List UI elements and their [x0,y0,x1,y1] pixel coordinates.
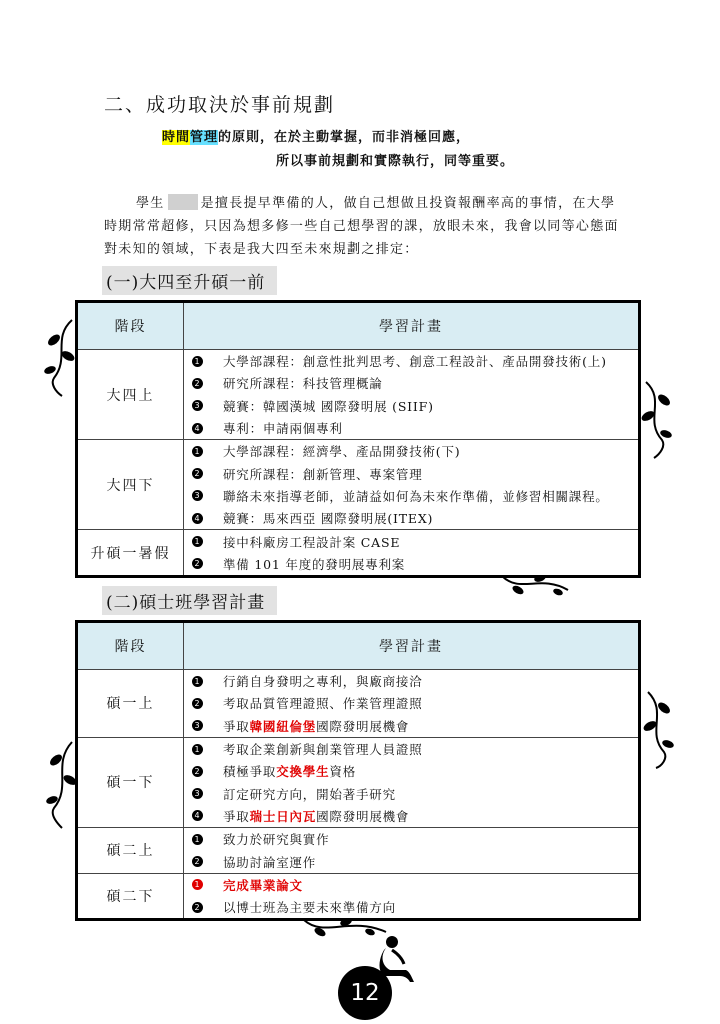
item-text: 研究所課程：科技管理概論 [223,376,383,392]
list-item [184,417,638,439]
item-text-post: 國際發明展機會 [316,808,410,824]
section1-title: (一)大四至升碩一前 [102,266,277,295]
quote-line-1 [162,126,470,145]
list-item [184,850,638,872]
highlight-text: 交換學生 [276,764,330,780]
section2-title: (二)碩士班學習計畫 [102,586,277,615]
list-item [184,782,638,804]
number-bullet-icon: 1 [192,676,203,687]
number-bullet-icon: 2 [192,468,203,479]
list-item [184,372,638,394]
stage-cell: 碩一下 [77,737,184,827]
item-text-post: 資格 [329,764,357,780]
number-bullet-icon: 2 [192,766,203,777]
list-item [184,395,638,417]
items-cell [184,737,640,827]
quote-line-1-rest: 的原則，在於主動掌握，而非消極回應， [218,130,471,145]
stage-cell: 碩二上 [77,828,184,874]
list-item [184,738,638,760]
page-number: 12 [338,966,392,1020]
header-stage: 階段 [77,622,184,670]
item-text: 大學部課程：創意性批判思考、創意工程設計、產品開發技術(上) [223,354,607,370]
item-text: 以博士班為主要未來準備方向 [223,900,396,916]
table-row [77,737,640,827]
number-bullet-icon: 1 [192,356,203,367]
item-text: 聯絡未來指導老師，並請益如何為未來作準備，並修習相關課程。 [223,488,609,504]
number-bullet-icon: 2 [192,558,203,569]
highlight-time: 時間 [162,130,191,145]
items-cell [184,530,640,577]
item-text: 研究所課程：創新管理、專案管理 [223,466,423,482]
item-text: 訂定研究方向，開始著手研究 [223,786,396,802]
number-bullet-icon: 1 [192,446,203,457]
number-bullet-icon: 2 [192,856,203,867]
table-row [77,440,640,530]
items-cell [184,670,640,738]
number-bullet-icon: 1 [192,744,203,755]
section-heading: 二、成功取決於事前規劃 [104,94,336,116]
number-bullet-icon: 3 [192,490,203,501]
list-item [184,760,638,782]
item-text: 行銷自身發明之專利，與廠商接洽 [223,674,423,690]
list-item [184,507,638,529]
table-row [77,670,640,738]
stage-cell: 大四上 [77,350,184,440]
stage-cell: 碩二下 [77,873,184,920]
items-cell [184,828,640,874]
list-item [184,896,638,918]
number-bullet-icon: 2 [192,378,203,389]
plan-table-1 [75,300,641,578]
list-item [184,485,638,507]
list-item [184,553,638,575]
number-bullet-icon: 2 [192,902,203,913]
highlight-text: 完成畢業論文 [223,877,303,893]
item-text: 接中科廠房工程設計案 CASE [223,534,401,550]
number-bullet-icon: 2 [192,698,203,709]
items-cell [184,440,640,530]
number-bullet-icon: 1 [192,879,203,890]
item-text: 考取企業創新與創業管理人員證照 [223,742,423,758]
item-text-post: 國際發明展機會 [316,718,410,734]
list-item [184,692,638,714]
list-item [184,530,638,552]
list-item [184,805,638,827]
header-plan: 學習計畫 [184,302,640,350]
redacted-name [168,194,198,210]
number-bullet-icon: 1 [192,536,203,547]
paragraph-rest: 是擅長提早準備的人，做自己想做且投資報酬率高的事情，在大學時期常常超修，只因為想多修一些自己想學習的課，放眼未來，我會以同等心態面對未知的領域，下表是我大四至未來規劃之排定： [104,196,619,257]
item-text: 考取品質管理證照、作業管理證照 [223,696,423,712]
item-text: 大學部課程：經濟學、產品開發技術(下) [223,444,461,460]
item-text: 協助討論室運作 [223,854,317,870]
list-item [184,715,638,737]
list-item [184,828,638,850]
highlight-text: 韓國紐倫堡 [249,718,317,734]
intro-paragraph [104,192,624,261]
table-row [77,350,640,440]
list-item [184,462,638,484]
stage-cell: 碩一上 [77,670,184,738]
item-text: 爭取 [223,718,250,734]
item-text: 競賽：韓國漢城 國際發明展 (SIIF) [223,398,434,414]
item-text: 準備 101 年度的發明展專利案 [223,556,406,572]
list-item [184,350,638,372]
number-bullet-icon: 3 [192,400,203,411]
item-text: 爭取 [223,808,250,824]
vine-ornament-icon [640,690,676,770]
item-text: 致力於研究與實作 [223,832,330,848]
highlight-text: 瑞士日內瓦 [249,808,317,824]
number-bullet-icon: 3 [192,720,203,731]
stage-cell: 升碩一暑假 [77,530,184,577]
item-text: 積極爭取 [223,764,277,780]
table-row [77,530,640,577]
table-row [77,873,640,920]
items-cell [184,350,640,440]
header-stage: 階段 [77,302,184,350]
number-bullet-icon: 1 [192,834,203,845]
header-plan: 學習計畫 [184,622,640,670]
vine-ornament-icon [636,380,676,460]
list-item [184,440,638,462]
number-bullet-icon: 4 [192,423,203,434]
stage-cell: 大四下 [77,440,184,530]
list-item [184,874,638,896]
highlight-management: 管理 [190,130,219,145]
number-bullet-icon: 4 [192,810,203,821]
items-cell [184,873,640,920]
table-row [77,828,640,874]
plan-table-2 [75,620,641,921]
item-text: 專利：申請兩個專利 [223,421,343,437]
item-text: 競賽：馬來西亞 國際發明展(ITEX) [223,511,434,527]
number-bullet-icon: 4 [192,513,203,524]
quote-line-2: 所以事前規劃和實際執行，同等重要。 [276,154,515,169]
number-bullet-icon: 3 [192,788,203,799]
paragraph-start: 學生 [136,196,165,211]
list-item [184,670,638,692]
